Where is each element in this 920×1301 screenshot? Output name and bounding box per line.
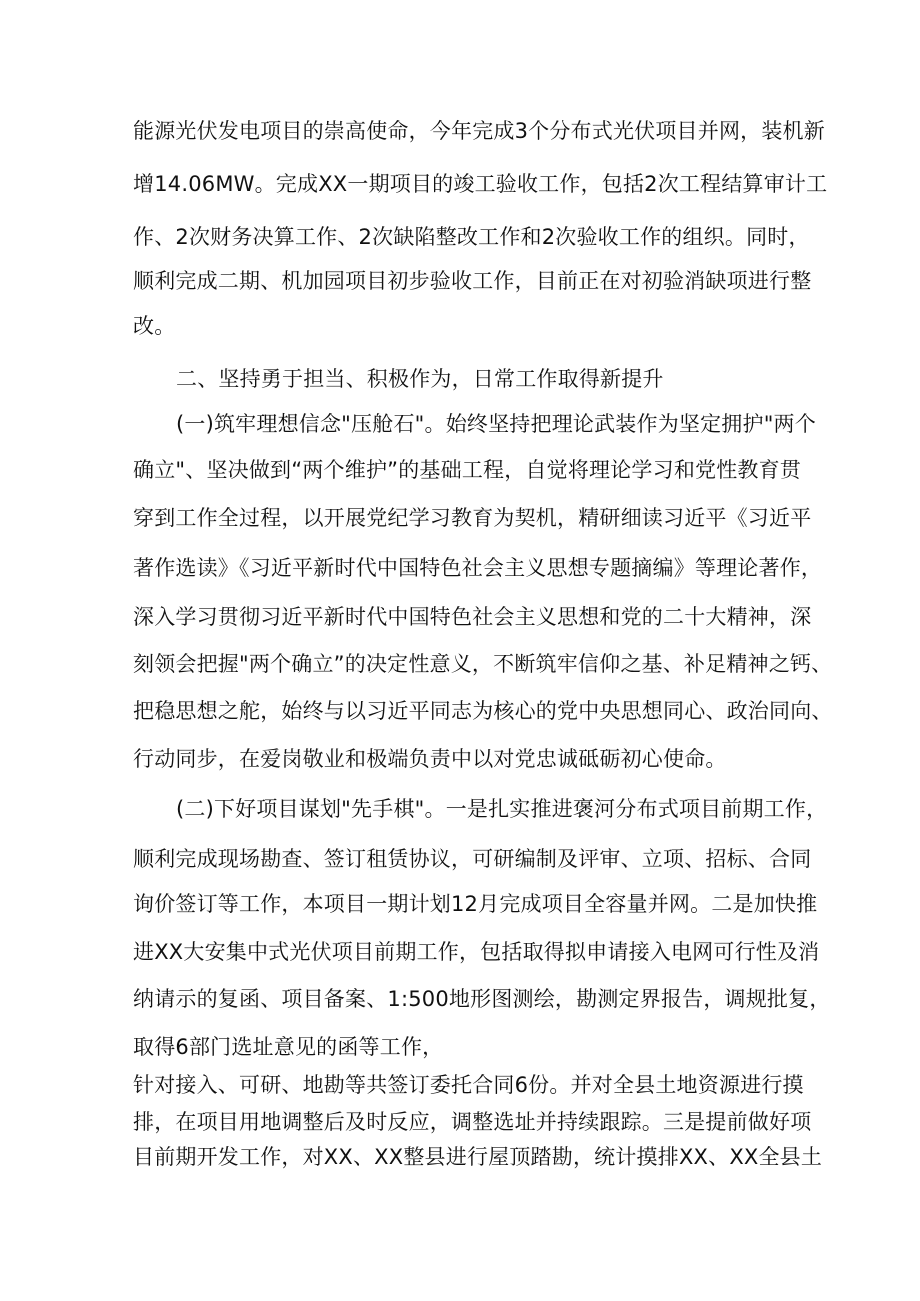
paragraph-line: 能源光伏发电项目的崇高使命，今年完成3个分布式光伏项目并网，装机新: [133, 119, 825, 143]
section-heading: 二、坚持勇于担当、积极作为，日常工作取得新提升: [176, 367, 664, 391]
paragraph-line: 著作选读》《习近平新时代中国特色社会主义思想专题摘编》等理论著作，: [133, 556, 823, 580]
paragraph-line: 行动同步，在爱岗敬业和极端负责中以对党忠诚砥砺初心使命。: [133, 747, 727, 771]
paragraph-line: 进XX大安集中式光伏项目前期工作，包括取得拟申请接入电网可行性及消: [133, 940, 820, 964]
paragraph-line: 作、2次财务决算工作、2次缺陷整改工作和2次验收工作的组织。同时，: [133, 225, 810, 249]
paragraph-line: 增14.06MW。完成XX一期项目的竣工验收工作，包括2次工程结算审计工: [133, 172, 828, 196]
paragraph-line: 确立"、坚决做到“两个维护”的基础工程，自觉将理论学习和党性教育贯: [133, 458, 802, 482]
paragraph-line: (一)筑牢理想信念"压舱石"。始终坚持把理论武装作为坚定拥护"两个: [176, 412, 816, 436]
paragraph-line: 深入学习贯彻习近平新时代中国特色社会主义思想和党的二十大精神，深: [133, 605, 812, 629]
paragraph-line: 顺利完成二期、机加园项目初步验收工作，目前正在对初验消缺项进行整: [133, 269, 812, 293]
paragraph-line: 把稳思想之舵，始终与以习近平同志为核心的党中央思想同心、政治同向、: [133, 699, 833, 723]
paragraph-line: 穿到工作全过程，以开展党纪学习教育为契机，精研细读习近平《习近平: [133, 506, 812, 530]
paragraph-line: 取得6部门选址意见的函等工作，: [133, 1035, 444, 1059]
paragraph-line: 纳请示的复函、项目备案、1:500地形图测绘，勘测定界报告，调规批复，: [133, 987, 831, 1011]
paragraph-line: 针对接入、可研、地勘等共签订委托合同6份。并对全县土地资源进行摸: [133, 1073, 804, 1097]
paragraph-line: 改。: [133, 314, 176, 338]
paragraph-line: 顺利完成现场勘查、签订租赁协议，可研编制及评审、立项、招标、合同: [133, 847, 812, 871]
paragraph-line: 排，在项目用地调整后及时反应，调整选址并持续跟踪。三是提前做好项: [133, 1110, 812, 1134]
paragraph-line: (二)下好项目谋划"先手棋"。一是扎实推进褒河分布式项目前期工作，: [176, 797, 828, 821]
paragraph-line: 询价签订等工作，本项目一期计划12月完成项目全容量并网。二是加快推: [133, 892, 818, 916]
paragraph-line: 目前期开发工作，对XX、XX整县进行屋顶踏勘，统计摸排XX、XX全县土: [133, 1145, 823, 1169]
paragraph-line: 刻领会把握"两个确立”的决定性意义，不断筑牢信仰之基、补足精神之钙、: [133, 652, 833, 676]
